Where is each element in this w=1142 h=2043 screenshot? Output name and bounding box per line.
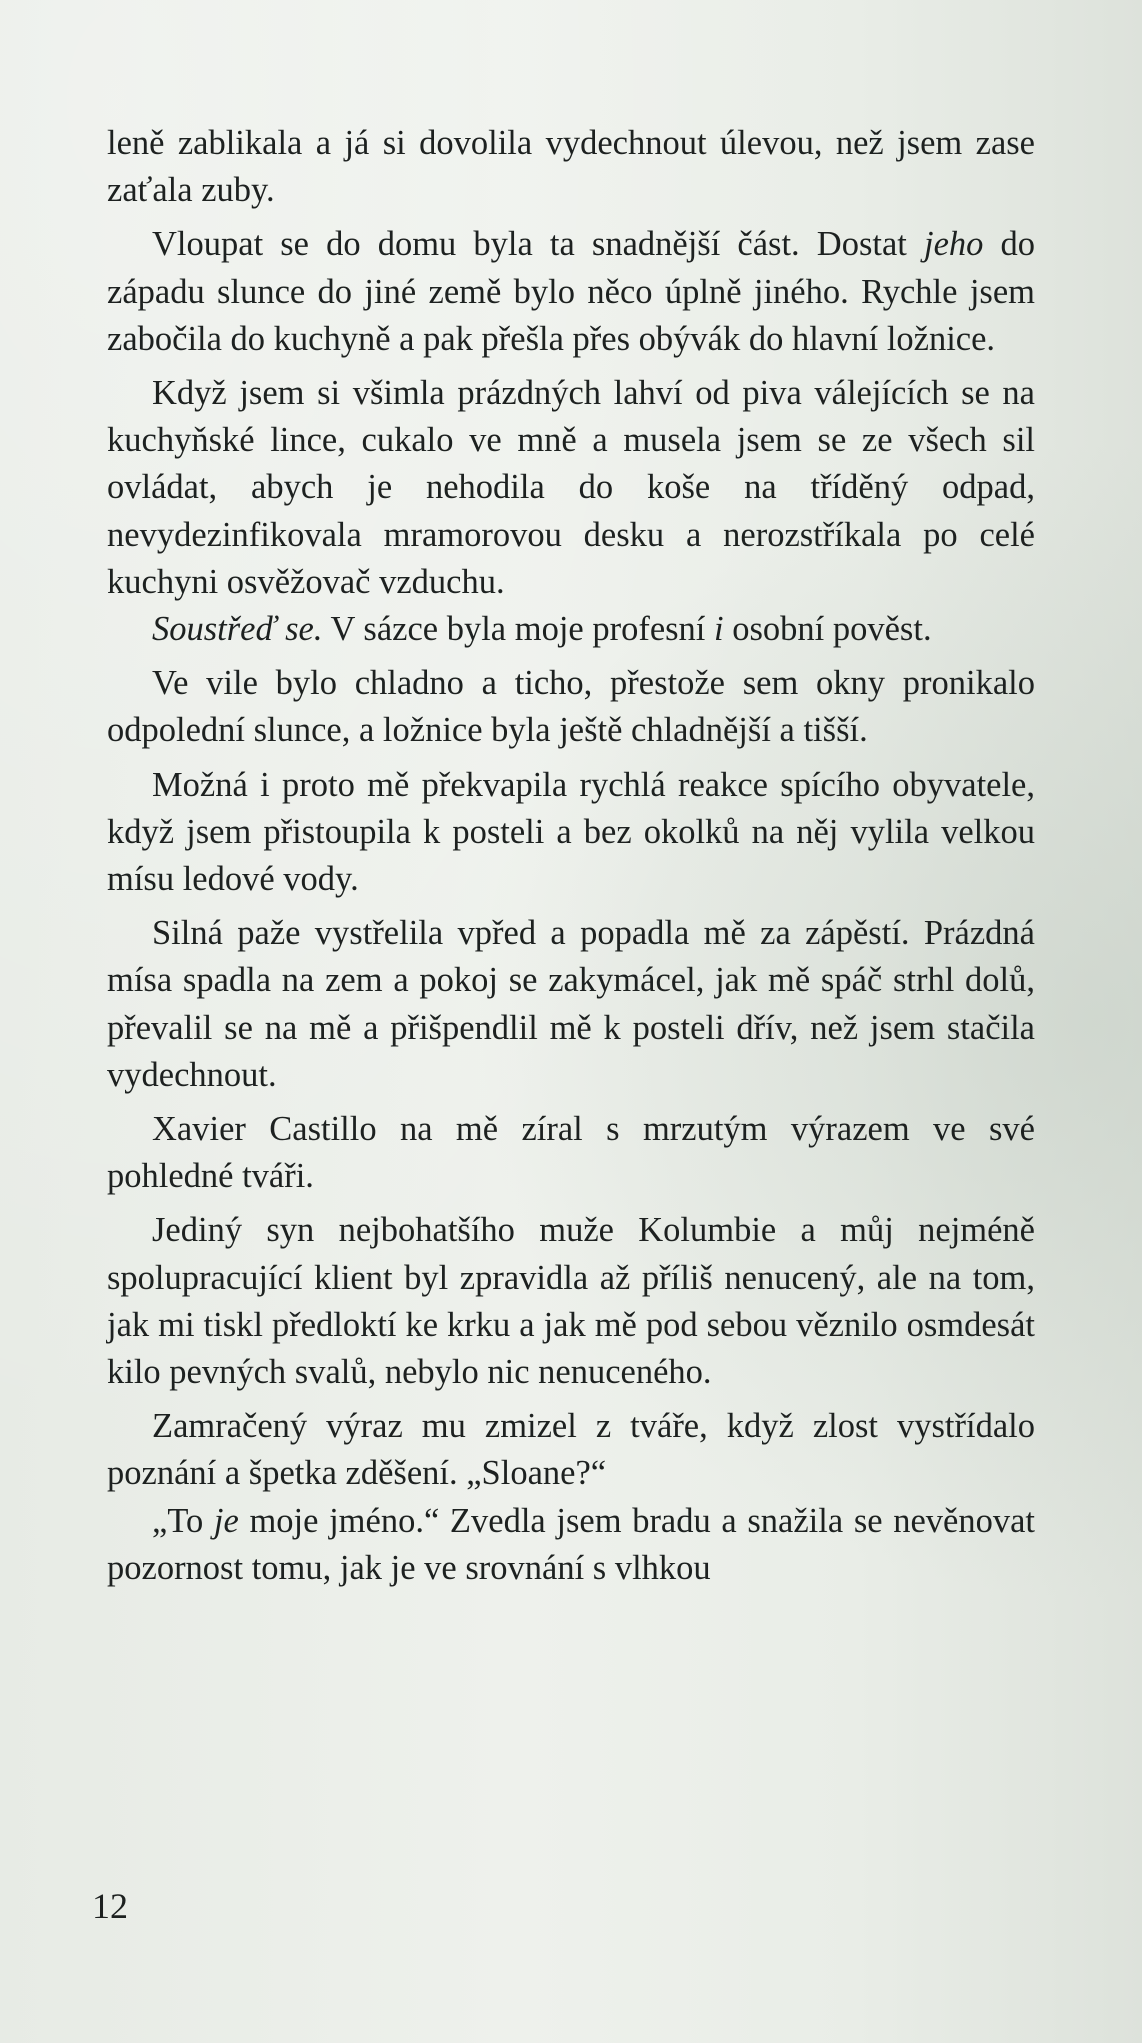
paragraph-2: Vloupat se do domu byla ta snadnější část. Dostat jeho do západu slunce do jiné země bylo něco úplně jiného. Rychle jsem zabočila do kuchyně a pak přešla přes obývák do hlavní ložnice. xyxy=(107,225,1035,358)
italic-word: i xyxy=(714,610,724,649)
paragraph-11: „To je moje jméno.“ Zvedla jsem bradu a snažila se nevěnovat pozornost tomu, jak je ve srovnání s vlhkou xyxy=(107,1501,1035,1587)
paragraph-4: Soustřeď se. V sázce byla moje profesní i osobní pověst. xyxy=(152,610,932,649)
body-text xyxy=(107,120,1035,1592)
paragraph-6: Možná i proto mě překvapila rychlá reakce spícího obyvatele, když jsem přistoupila k posteli a bez okolků na něj vylila velkou mísu ledové vody. xyxy=(107,765,1035,899)
italic-word: je xyxy=(213,1501,239,1540)
paragraph-5: Ve vile bylo chladno a ticho, přestože sem okny pronikalo odpolední slunce, a ložnice byla ještě chladnější a tišší. xyxy=(107,664,1035,750)
paragraph-10: Zamračený výraz mu zmizel z tváře, když zlost vystřídalo poznání a špetka zděšení. „Sloane?“ xyxy=(107,1407,1035,1493)
paragraph-1: leně zablikala a já si dovolila vydechnout úlevou, než jsem zase zaťala zuby. xyxy=(107,124,1035,210)
paragraph-8: Xavier Castillo na mě zíral s mrzutým výrazem ve své pohledné tváři. xyxy=(107,1110,1035,1196)
paragraph-3: Když jsem si všimla prázdných lahví od piva válejících se na kuchyňské lince, cukalo ve mně a musela jsem se ze všech sil ovládat, abych je nehodila do koše na tříděný odpad, nevydezinfikovala mramorovou desku a nerozstříkala po celé kuchyni osvěžovač vzduchu. xyxy=(107,374,1035,601)
italic-phrase: Soustřeď se. xyxy=(152,610,323,649)
page-number: 12 xyxy=(92,1886,128,1926)
paragraph-7: Silná paže vystřelila vpřed a popadla mě za zápěstí. Prázdná mísa spadla na zem a pokoj se zakymácel, jak mě spáč strhl dolů, převalil se na mě a přišpendlil mě k posteli dřív, než jsem stačila vydechnout. xyxy=(107,914,1035,1094)
italic-word: jeho xyxy=(923,225,984,264)
paragraph-9: Jediný syn nejbohatšího muže Kolumbie a můj nejméně spolupracující klient byl zpravidla až příliš nenucený, ale na tom, jak mi tiskl předloktí ke krku a jak mě pod sebou věznilo osmdesát kilo pevných svalů, nebylo nic nenuceného. xyxy=(107,1211,1035,1392)
